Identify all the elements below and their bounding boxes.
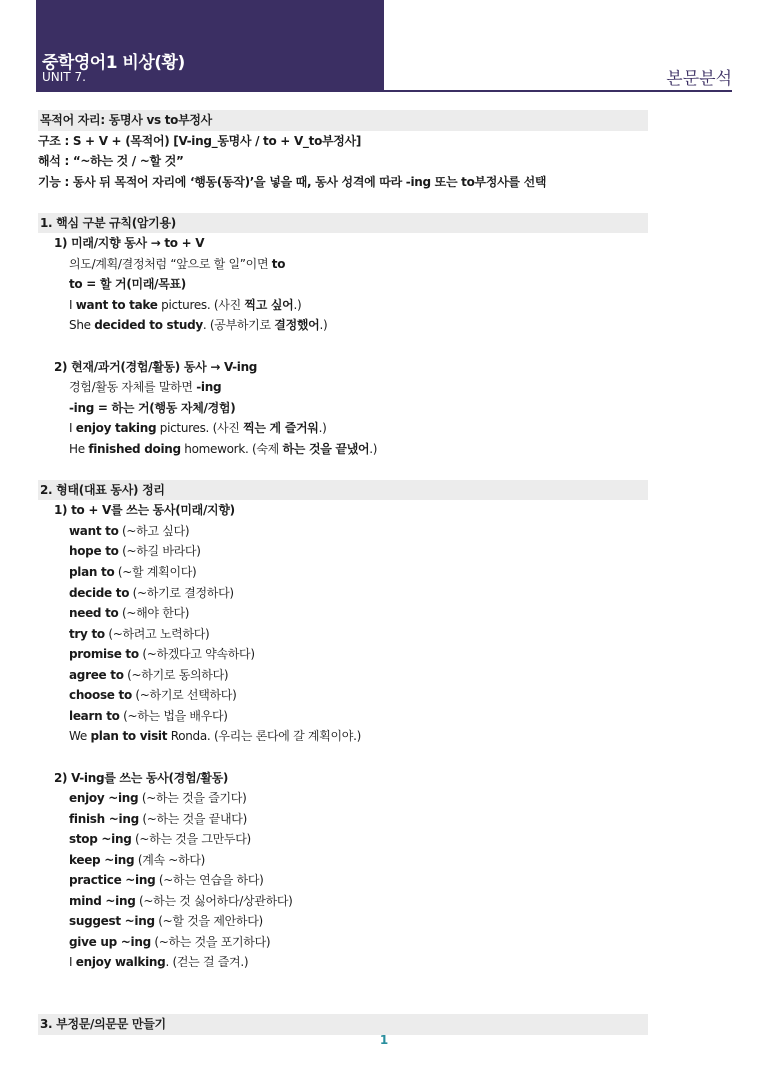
intro-function: 기능 : 동사 뒤 목적어 자리에 ‘행동(동작)’을 넣을 때, 동사 성격에 따라 -ing 또는 to부정사를 선택 (38, 174, 547, 189)
spacer (38, 192, 648, 213)
spacer (38, 973, 648, 1014)
section1-sub1-rule: to = 할 거(미래/목표) (69, 277, 186, 292)
section2-heading: 2. 형태(대표 동사) 정리 (38, 480, 648, 501)
verb-item: try to (~하려고 노력하다) (69, 626, 210, 641)
section1-sub2-example-1: I enjoy taking pictures. (사진 찍는 게 즐거워.) (69, 421, 327, 436)
verb-item: need to (~해야 한다) (69, 606, 190, 621)
verb-item: stop ~ing (~하는 것을 그만두다) (69, 832, 251, 847)
header-banner (36, 0, 384, 92)
spacer (38, 747, 648, 768)
verb-item: suggest ~ing (~할 것을 제안하다) (69, 914, 263, 929)
section1-sub1-title: 1) 미래/지향 동사 → to + V (54, 236, 205, 251)
verb-item: practice ~ing (~하는 연습을 하다) (69, 873, 264, 888)
intro-heading: 목적어 자리: 동명사 vs to부정사 (38, 110, 648, 131)
header-divider (384, 90, 732, 92)
verb-item: keep ~ing (계속 ~하다) (69, 852, 206, 867)
verb-item: decide to (~하기로 결정하다) (69, 585, 234, 600)
verb-item: give up ~ing (~하는 것을 포기하다) (69, 934, 271, 949)
section1-sub2-desc: 경험/활동 자체를 말하면 -ing (69, 380, 222, 395)
section1-sub1-desc: 의도/계획/결정처럼 “앞으로 할 일”이면 to (69, 256, 286, 271)
section2-sub2-title: 2) V-ing를 쓰는 동사(경험/활동) (54, 770, 229, 785)
intro-structure: 구조 : S + V + (목적어) [V-ing_동명사 / to + V_to부정사] (38, 133, 362, 148)
spacer (38, 459, 648, 480)
section1-sub1-example-2: She decided to study. (공부하기로 결정했어.) (69, 318, 328, 333)
page-number: 1 (379, 1033, 389, 1047)
verb-item: agree to (~하기로 동의하다) (69, 667, 229, 682)
section1-sub2-rule: -ing = 하는 거(행동 자체/경험) (69, 400, 236, 415)
document-body (38, 110, 648, 1035)
spacer (38, 336, 648, 357)
section1-sub1-example-1: I want to take pictures. (사진 찍고 싶어.) (69, 297, 302, 312)
section2-sub2-example: I enjoy walking. (걷는 걸 즐겨.) (69, 955, 249, 970)
section1-sub2-example-2: He finished doing homework. (숙제 하는 것을 끝냈어.) (69, 441, 378, 456)
section2-sub1-example: We plan to visit Ronda. (우리는 론다에 갈 계획이야.) (69, 729, 361, 744)
verb-item: finish ~ing (~하는 것을 끝내다) (69, 811, 247, 826)
section1-heading: 1. 핵심 구분 규칙(암기용) (38, 213, 648, 234)
section3-heading: 3. 부정문/의문문 만들기 (38, 1014, 648, 1035)
verb-item: want to (~하고 싶다) (69, 523, 190, 538)
verb-item: plan to (~할 계획이다) (69, 565, 197, 580)
intro-meaning: 해석 : “~하는 것 / ~할 것” (38, 154, 184, 169)
verb-item: hope to (~하길 바라다) (69, 544, 201, 559)
verb-item: enjoy ~ing (~하는 것을 즐기다) (69, 791, 247, 806)
section-label: 본문분석 (666, 69, 732, 89)
verb-item: learn to (~하는 법을 배우다) (69, 708, 228, 723)
section2-sub1-title: 1) to + V를 쓰는 동사(미래/지향) (54, 503, 235, 518)
textbook-title: 중학영어1 비상(황) (42, 53, 185, 73)
verb-item: promise to (~하겠다고 약속하다) (69, 647, 255, 662)
verb-item: mind ~ing (~하는 것 싫어하다/상관하다) (69, 893, 293, 908)
verb-item: choose to (~하기로 선택하다) (69, 688, 237, 703)
section1-sub2-title: 2) 현재/과거(경험/활동) 동사 → V-ing (54, 359, 258, 374)
unit-label: UNIT 7. (42, 70, 86, 84)
